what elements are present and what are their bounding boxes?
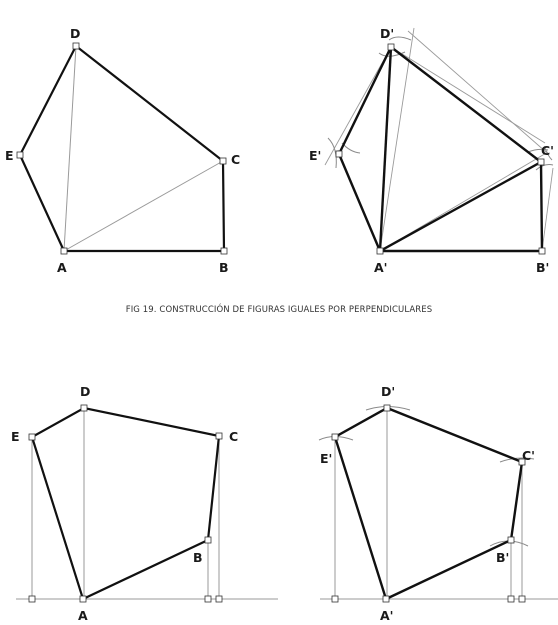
pentagon-outline	[335, 408, 522, 599]
label-e-prime: E'	[309, 148, 322, 163]
label-e: E	[11, 429, 20, 444]
vertex-a-prime	[377, 248, 383, 254]
vertex-e	[17, 152, 23, 158]
label-b-prime: B'	[536, 260, 550, 275]
vertex-d	[81, 405, 87, 411]
vertex-c	[220, 158, 226, 164]
vertex-a	[80, 596, 86, 602]
foot-b-prime	[508, 596, 514, 602]
vertex-d-prime	[384, 405, 390, 411]
vertex-a-prime	[383, 596, 389, 602]
label-d-prime: D'	[381, 384, 396, 399]
perpendicular-lines	[32, 408, 219, 599]
label-c-prime: C'	[522, 448, 536, 463]
foot-e-prime	[332, 596, 338, 602]
vertex-b	[221, 248, 227, 254]
figure-1-original-triangulated	[5, 26, 240, 275]
foot-c	[216, 596, 222, 602]
diagonal-a-c	[64, 161, 223, 251]
vertex-e-prime	[332, 434, 338, 440]
foot-c-prime	[519, 596, 525, 602]
figure-caption: FIG 19. CONSTRUCCIÓN DE FIGURAS IGUALES POR PERPENDICULARES	[125, 305, 433, 315]
vertex-b-prime	[539, 248, 545, 254]
label-c: C	[231, 152, 241, 167]
label-c: C	[229, 429, 239, 444]
vertex-c	[216, 433, 222, 439]
label-a: A	[57, 260, 67, 275]
label-e: E	[5, 148, 14, 163]
label-a: A	[78, 608, 88, 623]
figure-3-original-perpendiculars	[11, 384, 278, 623]
foot-e	[29, 596, 35, 602]
label-b-prime: B'	[496, 550, 510, 565]
vertex-d-prime	[388, 44, 394, 50]
label-b: B	[193, 550, 203, 565]
vertex-b	[205, 537, 211, 543]
label-a-prime: A'	[380, 608, 394, 623]
pentagon-outline	[32, 408, 219, 599]
foot-b	[205, 596, 211, 602]
vertex-e-prime	[336, 151, 342, 157]
vertex-d	[73, 43, 79, 49]
pentagon-outline	[20, 46, 224, 251]
label-c-prime: C'	[541, 143, 555, 158]
label-d: D	[70, 26, 81, 41]
figure-4-copy-perpendiculars	[319, 384, 558, 623]
figure-2-copy-triangulated	[309, 26, 554, 275]
construction-arcs	[328, 37, 553, 170]
perpendicular-lines	[335, 408, 522, 599]
label-d: D	[80, 384, 91, 399]
label-d-prime: D'	[380, 26, 395, 41]
vertex-e	[29, 434, 35, 440]
vertex-a	[61, 248, 67, 254]
label-a-prime: A'	[374, 260, 388, 275]
label-e-prime: E'	[320, 451, 333, 466]
diagonal-a-d	[64, 46, 76, 251]
vertex-c-prime	[538, 159, 544, 165]
vertex-b-prime	[508, 537, 514, 543]
label-b: B	[219, 260, 229, 275]
